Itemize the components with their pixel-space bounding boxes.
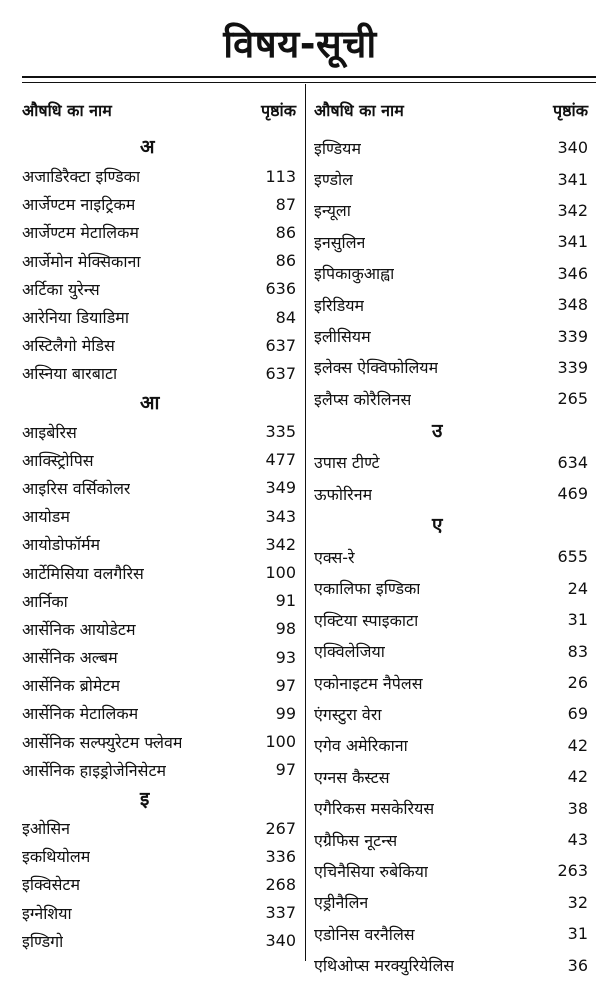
medicine-name: इओसिन: [22, 819, 71, 839]
page-number: 343: [265, 506, 296, 526]
page-number: 97: [275, 675, 296, 695]
medicine-name: आर्सेनिक मेटालिकम: [22, 704, 139, 724]
page-title: विषय-सूची: [223, 22, 377, 66]
left-column: [22, 88, 296, 955]
page-number: 340: [265, 931, 296, 951]
index-entry: [22, 615, 296, 643]
title-rule: [22, 76, 596, 78]
medicine-name: अर्टिका युरेन्स: [22, 279, 100, 299]
medicine-name: इलेक्स ऐक्विफोलियम: [314, 358, 439, 378]
medicine-name: इरिडियम: [314, 295, 365, 315]
index-entry: [314, 855, 588, 886]
page-number: 335: [265, 422, 296, 442]
medicine-name: आर्सेनिक आयोडेटम: [22, 619, 136, 639]
page-number: 87: [275, 194, 296, 214]
medicine-name: आर्सेनिक ब्रोमेटम: [22, 676, 121, 696]
page-number: 84: [275, 307, 296, 327]
index-entry: [22, 756, 296, 784]
page-number: 636: [265, 279, 296, 299]
page-number: 268: [265, 874, 296, 894]
index-entry: [22, 927, 296, 955]
page-number: 339: [557, 357, 588, 377]
medicine-name: आयोडम: [22, 507, 70, 527]
section-letter: उ: [432, 419, 443, 442]
medicine-name: इपिकाकुआह्वा: [314, 264, 395, 284]
medicine-name: एक्स-रे: [314, 547, 355, 567]
medicine-name: इलीसियम: [314, 327, 371, 347]
medicine-name: आर्सेनिक हाइड्रोजेनिसेटम: [22, 760, 167, 780]
page-number: 69: [567, 704, 588, 724]
index-entry: [22, 530, 296, 558]
medicine-name: आरेनिया डियाडिमा: [22, 308, 129, 328]
page-number: 263: [557, 861, 588, 881]
right-entry-list: [314, 132, 588, 981]
index-entry: [314, 541, 588, 572]
name-column-header: औषधि का नाम: [314, 101, 404, 120]
index-entry: [22, 558, 296, 586]
index-entry: [22, 587, 296, 615]
section-letter: ए: [432, 514, 443, 537]
index-entry: [22, 359, 296, 387]
medicine-name: इनसुलिन: [314, 232, 366, 252]
page-number: 342: [557, 200, 588, 220]
index-entry: [314, 887, 588, 918]
page-number: 342: [265, 534, 296, 554]
page-number: 93: [275, 647, 296, 667]
medicine-name: एक्विलेजिया: [314, 642, 385, 662]
index-entry: [314, 478, 588, 509]
medicine-name: आर्जेण्टम नाइट्रिकम: [22, 195, 136, 215]
column-divider: [305, 84, 306, 961]
page-number: 43: [567, 830, 588, 849]
medicine-name: आर्निका: [22, 591, 68, 611]
index-entry: [22, 814, 296, 842]
medicine-name: एकोनाइटम नैपेलस: [314, 673, 423, 693]
medicine-name: एक्टिया स्पाइकाटा: [314, 610, 419, 630]
index-entry: [314, 447, 588, 478]
index-entry: [314, 698, 588, 729]
index-entry: [22, 671, 296, 699]
index-entry: [314, 226, 588, 257]
medicine-name: इण्डोल: [314, 170, 354, 190]
index-entry: [314, 635, 588, 666]
page-number: 86: [275, 222, 296, 242]
page-number: 100: [265, 563, 296, 583]
section-letter: इ: [140, 787, 150, 810]
page-number: 337: [265, 903, 296, 923]
medicine-name: आर्जेण्टम मेटालिकम: [22, 223, 139, 243]
index-entry: [314, 761, 588, 792]
index-entry: [314, 320, 588, 351]
page-number: 339: [557, 326, 588, 346]
name-column-header: औषधि का नाम: [22, 101, 112, 120]
section-letter: अ: [140, 136, 155, 158]
medicine-name: इन्यूला: [314, 201, 351, 221]
medicine-name: एडोनिस वरनैलिस: [314, 924, 415, 944]
index-entry: [314, 604, 588, 635]
page-number: 267: [265, 818, 296, 838]
index-entry: [22, 418, 296, 446]
page-number: 36: [567, 955, 588, 975]
page-number: 655: [557, 547, 588, 567]
medicine-name: उपास टीण्टे: [314, 453, 380, 473]
index-entry: [22, 303, 296, 331]
index-entry: [22, 643, 296, 671]
index-entry: [22, 474, 296, 502]
medicine-name: इक्विसेटम: [22, 875, 81, 895]
index-entry: [22, 190, 296, 218]
page-number: 637: [265, 335, 296, 355]
index-entry: [314, 163, 588, 194]
page-number: 349: [265, 478, 296, 498]
medicine-name: एग्नस कैस्टस: [314, 767, 390, 787]
index-entry: [22, 247, 296, 275]
page-number: 32: [567, 892, 588, 912]
medicine-name: अजाडिरैक्टा इण्डिका: [22, 167, 141, 187]
index-entry: [22, 275, 296, 303]
medicine-name: एंगस्टुरा वेरा: [314, 704, 382, 724]
page-number: 265: [557, 389, 588, 409]
medicine-name: इण्डिगो: [22, 931, 64, 951]
page-number: 99: [275, 703, 296, 723]
index-entry: [22, 699, 296, 727]
page-number: 83: [567, 641, 588, 661]
page-number: 341: [557, 232, 588, 252]
index-entry: [314, 258, 588, 289]
index-entry: [314, 918, 588, 949]
medicine-name: एथिओप्स मरक्युरियेलिस: [314, 956, 455, 976]
page-number: 91: [275, 591, 296, 611]
page-number: 31: [567, 924, 588, 944]
left-header: [22, 88, 296, 132]
medicine-name: अस्निया बारबाटा: [22, 364, 118, 384]
index-entry: [314, 573, 588, 604]
medicine-name: इग्नेशिया: [22, 903, 72, 923]
medicine-name: आर्जेमोन मेक्सिकाना: [22, 251, 141, 271]
index-entry: [314, 289, 588, 320]
page-number: 24: [567, 578, 588, 598]
page-column-header: पृष्ठांक: [553, 101, 588, 120]
index-entry: [314, 730, 588, 761]
section-letter: आ: [140, 391, 160, 414]
medicine-name: इण्डियम: [314, 138, 362, 158]
index-entry: [22, 899, 296, 927]
medicine-name: इकथियोलम: [22, 847, 91, 867]
medicine-name: इलैप्स कोरैलिनस: [314, 389, 412, 409]
index-entry: [22, 162, 296, 190]
index-entry: [314, 667, 588, 698]
left-entry-list: [22, 132, 296, 955]
page-number: 26: [567, 673, 588, 693]
medicine-name: आर्सेनिक अल्बम: [22, 648, 118, 668]
index-entry: [22, 728, 296, 756]
page-number: 113: [265, 166, 296, 186]
index-entry: [314, 383, 588, 414]
page-number: 97: [275, 760, 296, 780]
page-number: 637: [265, 363, 296, 383]
index-entry: [314, 195, 588, 226]
medicine-name: एगैरिकस मसकेरियस: [314, 799, 435, 819]
page-column-header: पृष्ठांक: [261, 101, 296, 120]
index-entry: [314, 824, 588, 855]
page-number: 86: [275, 251, 296, 271]
right-header: [314, 88, 588, 132]
medicine-name: आइबेरिस: [22, 422, 77, 442]
page-number: 340: [557, 138, 588, 158]
right-column: [314, 88, 588, 981]
medicine-name: एचिनैसिया रुबेकिया: [314, 861, 429, 881]
index-entry: [22, 331, 296, 359]
medicine-name: आयोडोफॉर्मम: [22, 535, 101, 555]
medicine-name: ऊफोरिनम: [314, 484, 373, 504]
medicine-name: एकालिफा इण्डिका: [314, 579, 421, 599]
index-entry: [22, 870, 296, 898]
medicine-name: आइरिस वर्सिकोलर: [22, 478, 131, 498]
index-entry: [314, 132, 588, 163]
medicine-name: आर्सेनिक सल्फ्युरेटम फ्लेवम: [22, 732, 183, 752]
page-number: 634: [557, 452, 588, 472]
page-number: 31: [567, 610, 588, 630]
medicine-name: अस्टिलैगो मेडिस: [22, 336, 115, 356]
page-number: 42: [567, 767, 588, 787]
page-number: 477: [265, 450, 296, 470]
index-entry: [22, 218, 296, 246]
page-number: 348: [557, 295, 588, 315]
page-number: 336: [265, 846, 296, 866]
page-number: 341: [557, 169, 588, 189]
page-number: 346: [557, 263, 588, 283]
medicine-name: एग्रैफिस नूटन्स: [314, 830, 398, 850]
page-number: 469: [557, 484, 588, 504]
page-number: 100: [265, 732, 296, 752]
medicine-name: आक्स्ट्रिोपिस: [22, 450, 94, 470]
index-entry: [22, 842, 296, 870]
page-number: 38: [567, 798, 588, 818]
page-number: 42: [567, 735, 588, 755]
title-rule-thin: [22, 82, 596, 83]
medicine-name: आर्टेमिसिया वलगैरिस: [22, 563, 144, 583]
medicine-name: एगेव अमेरिकाना: [314, 736, 408, 756]
medicine-name: एड्रीनैलिन: [314, 893, 369, 913]
index-entry: [22, 446, 296, 474]
index-entry: [314, 352, 588, 383]
index-entry: [22, 502, 296, 530]
index-entry: [314, 792, 588, 823]
page-number: 98: [275, 619, 296, 639]
index-entry: [314, 949, 588, 980]
